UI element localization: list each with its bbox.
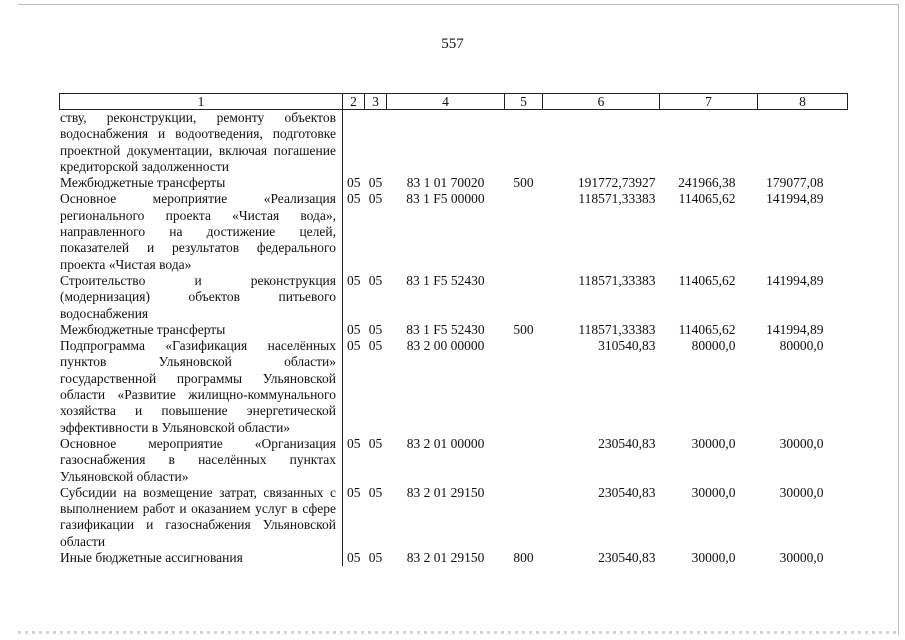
table-row: [60, 436, 848, 485]
header-col-3: 3: [365, 94, 387, 110]
row-expense-type: 500: [513, 321, 534, 337]
row-subsection: [365, 110, 387, 176]
row-amount-year-1: 310540,83: [598, 338, 656, 354]
row-target-code: 83 2 00 00000: [406, 338, 485, 354]
row-name: Межбюджетные трансферты: [60, 322, 343, 338]
row-target-code: 83 2 01 29150: [406, 550, 485, 566]
row-amount-year-2: 30000,0: [691, 484, 736, 500]
row-section: 05: [347, 272, 361, 288]
row-subsection: 05: [368, 338, 383, 354]
row-target-code: 83 2 01 00000: [406, 435, 485, 451]
table-row: [60, 338, 848, 436]
table-row: [60, 191, 848, 272]
row-section: 05: [347, 435, 361, 451]
row-subsection: 05: [368, 272, 383, 288]
header-col-2: 2: [343, 94, 365, 110]
row-name: Основное мероприятие «Организация газоснабжения в населённых пунктах Ульяновской области»: [60, 436, 343, 485]
row-amount-year-1: 118571,33383: [578, 191, 656, 207]
row-expense-type: 800: [513, 550, 534, 566]
row-amount-year-2: [660, 110, 758, 176]
page-number: 557: [441, 36, 464, 52]
row-amount-year-3: 30000,0: [779, 484, 824, 500]
row-amount-year-3: [758, 110, 848, 176]
row-section: 05: [347, 321, 361, 337]
row-name: ству, реконструкции, ремонту объектов водоснабжения и водоотведения, подготовке проектной документации, включая погашение кредиторской задолженности: [60, 110, 343, 176]
row-name: Межбюджетные трансферты: [60, 175, 343, 191]
row-expense-type: [505, 338, 543, 436]
row-section: 05: [347, 550, 361, 566]
row-amount-year-3: 30000,0: [779, 550, 824, 566]
row-amount-year-3: 30000,0: [779, 435, 824, 451]
row-subsection: 05: [368, 175, 383, 191]
row-name: Субсидии на возмещение затрат, связанных с выполнением работ и оказанием услуг в сфере газификации и газоснабжения Ульяновской области: [60, 485, 343, 550]
row-amount-year-1: 118571,33383: [578, 321, 656, 337]
row-name: Иные бюджетные ассигнования: [60, 550, 343, 566]
row-name: Строительство и реконструкция (модернизация) объектов питьевого водоснабжения: [60, 273, 343, 322]
row-amount-year-1: 118571,33383: [578, 272, 656, 288]
row-section: 05: [347, 175, 361, 191]
row-amount-year-2: 30000,0: [691, 550, 736, 566]
row-amount-year-2: 80000,0: [691, 338, 736, 354]
row-subsection: 05: [368, 435, 383, 451]
header-col-1: 1: [60, 94, 343, 110]
row-amount-year-1: 230540,83: [598, 484, 656, 500]
row-section: 05: [347, 484, 361, 500]
row-amount-year-2: 114065,62: [678, 272, 736, 288]
row-expense-type: 500: [513, 175, 534, 191]
header-col-8: 8: [758, 94, 848, 110]
row-amount-year-3: 179077,08: [766, 175, 824, 191]
row-target-code: 83 2 01 29150: [406, 484, 485, 500]
row-amount-year-2: 30000,0: [691, 435, 736, 451]
row-amount-year-3: 141994,89: [766, 321, 824, 337]
row-subsection: 05: [368, 484, 383, 500]
scan-edge: [18, 631, 898, 634]
row-target-code: 83 1 F5 52430: [406, 272, 485, 288]
budget-table: [59, 93, 848, 566]
row-section: 05: [347, 191, 361, 207]
row-name: Подпрограмма «Газификация населённых пунктов Ульяновской области» государственной программы Ульяновской области «Развитие жилищно-коммунального хозяйства и повышение энергетической эффективности в Ульяновской области»: [60, 338, 343, 436]
row-target-code: 83 1 F5 52430: [406, 321, 485, 337]
table-row: [60, 550, 848, 566]
row-amount-year-1: 230540,83: [598, 550, 656, 566]
table-row: [60, 322, 848, 338]
row-expense-type: [505, 110, 543, 176]
table-row: [60, 485, 848, 550]
row-amount-year-2: 241966,38: [678, 175, 736, 191]
header-col-5: 5: [505, 94, 543, 110]
row-subsection: 05: [368, 550, 383, 566]
header-col-7: 7: [660, 94, 758, 110]
row-subsection: 05: [368, 191, 383, 207]
row-expense-type: [505, 436, 543, 485]
row-amount-year-3: 141994,89: [766, 191, 824, 207]
row-amount-year-3: 80000,0: [779, 338, 824, 354]
row-target-code: 83 1 01 70020: [406, 175, 485, 191]
row-amount-year-2: 114065,62: [678, 321, 736, 337]
row-section: 05: [347, 338, 361, 354]
row-amount-year-1: 191772,73927: [577, 175, 656, 191]
row-target-code: 83 1 F5 00000: [406, 191, 485, 207]
row-amount-year-1: 230540,83: [598, 435, 656, 451]
table-row: [60, 110, 848, 176]
header-col-4: 4: [387, 94, 505, 110]
row-expense-type: [505, 485, 543, 550]
table-row: [60, 175, 848, 191]
row-expense-type: [505, 191, 543, 272]
table-header-row: [60, 94, 848, 110]
row-amount-year-2: 114065,62: [678, 191, 736, 207]
table-row: [60, 273, 848, 322]
row-expense-type: [505, 273, 543, 322]
table-body: [60, 110, 848, 567]
row-amount-year-1: [543, 110, 660, 176]
row-subsection: 05: [368, 321, 383, 337]
header-col-6: 6: [543, 94, 660, 110]
row-name: Основное мероприятие «Реализация регионального проекта «Чистая вода», направленного на достижение целей, показателей и результатов федерального проекта «Чистая вода»: [60, 191, 343, 272]
row-section: [343, 110, 365, 176]
row-amount-year-3: 141994,89: [766, 272, 824, 288]
row-target-code: [387, 110, 505, 176]
